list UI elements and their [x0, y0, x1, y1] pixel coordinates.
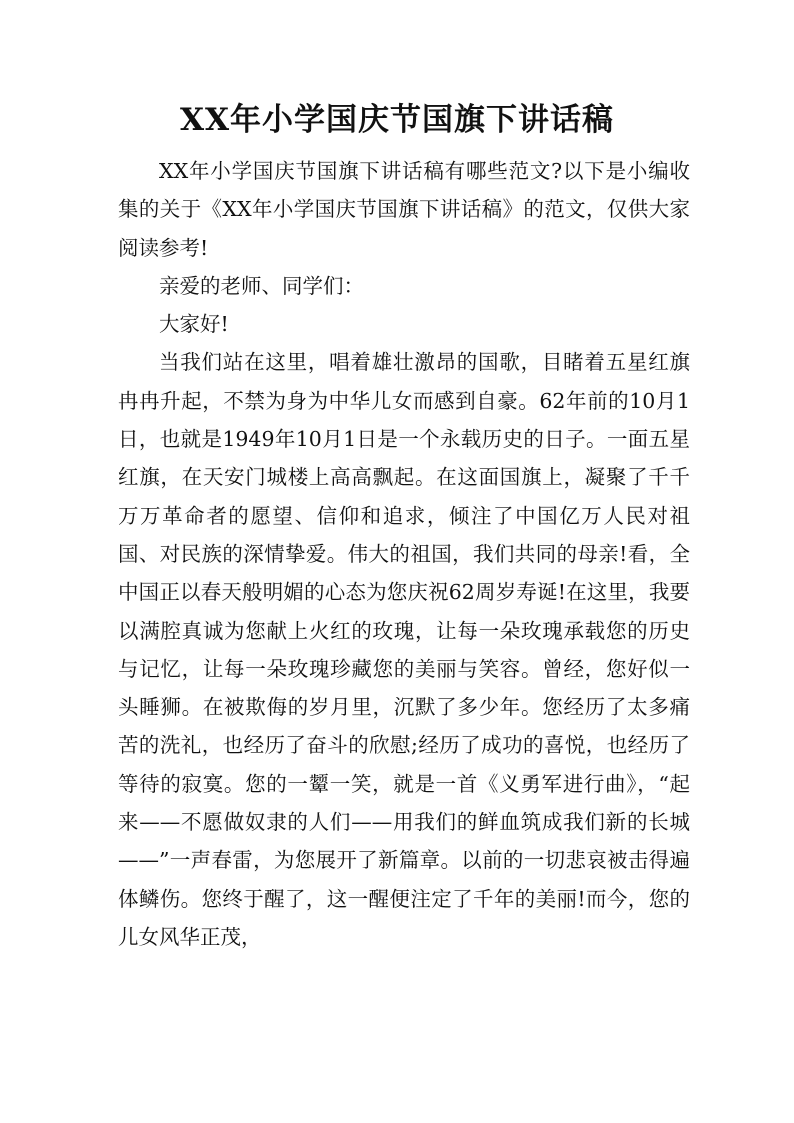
- paragraph-salutation: 亲爱的老师、同学们：: [159, 273, 364, 298]
- paragraph-intro: XX年小学国庆节国旗下讲话稿有哪些范文?以下是小编收集的关于《XX年小学国庆节国旗下讲话稿》的范文，仅供大家阅读参考!: [118, 159, 690, 260]
- document-title: XX年小学国庆节国旗下讲话稿: [179, 102, 615, 138]
- paragraph-main: 当我们站在这里，唱着雄壮激昂的国歌，目睹着五星红旗冉冉升起，不禁为身为中华儿女而感到自豪。62年前的10月1日，也就是1949年10月1日是一个永载历史的日子。一面五星红旗，在天安门城楼上高高飘起。在这面国旗上，凝聚了千千万万革命者的愿望、信仰和追求，倾注了中国亿万人民对祖国、对民族的深情挚爱。伟大的祖国，我们共同的母亲!看，全中国正以春天般明媚的心态为您庆祝62周岁寿诞!在这里，我要以满腔真诚为您献上火红的玫瑰，让每一朵玫瑰承载您的历史与记忆，让每一朵玫瑰珍藏您的美丽与笑容。曾经，您好似一头睡狮。在被欺侮的岁月里，沉默了多少年。您经历了太多痛苦的洗礼，也经历了奋斗的欣慰;经历了成功的喜悦，也经历了等待的寂寞。您的一颦一笑，就是一首《义勇军进行曲》，“起来——不愿做奴隶的人们——用我们的鲜血筑成我们新的长城——”一声春雷，为您展开了新篇章。以前的一切悲哀被击得遍体鳞伤。您终于醒了，这一醒便注定了千年的美丽!而今，您的儿女风华正茂，: [118, 350, 690, 949]
- paragraph-greeting: 大家好!: [159, 312, 229, 337]
- document-body: [118, 152, 690, 956]
